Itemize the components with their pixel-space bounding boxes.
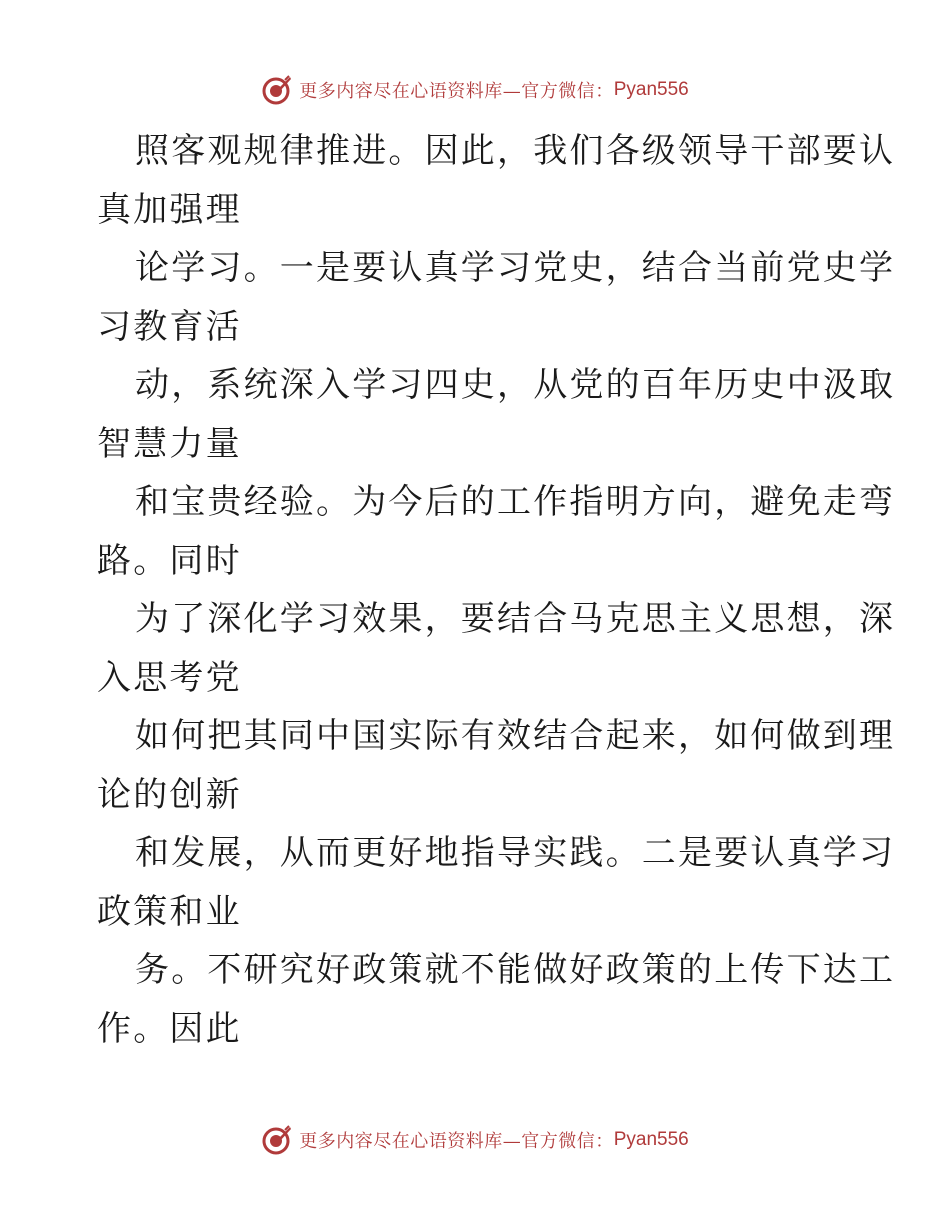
paragraph-line: 如何把其同中国实际有效结合起来，如何做到理 (135, 716, 896, 756)
paragraph-line: 路。同时 (97, 540, 242, 581)
paragraph (97, 356, 896, 473)
paragraph (97, 941, 896, 1058)
paragraph-line: 照客观规律推进。因此，我们各级领导干部要认 (135, 131, 896, 171)
paragraph (97, 824, 896, 941)
footer-watermark (0, 1120, 950, 1160)
document-body (97, 122, 896, 1058)
paragraph-line: 论学习。一是要认真学习党史，结合当前党史学 (135, 248, 896, 288)
paragraph-line: 作。因此 (97, 1008, 242, 1049)
paragraph-line: 入思考党 (97, 657, 242, 698)
header-watermark (0, 70, 950, 110)
paragraph (97, 707, 896, 824)
paragraph-line: 论的创新 (97, 774, 242, 815)
paragraph-line: 动，系统深入学习四史，从党的百年历史中汲取 (135, 365, 896, 405)
paragraph-line: 和宝贵经验。为今后的工作指明方向，避免走弯 (135, 482, 896, 522)
paragraph-line: 习教育活 (97, 306, 242, 347)
paragraph-line: 真加强理 (97, 189, 242, 230)
paragraph-line: 务。不研究好政策就不能做好政策的上传下达工 (135, 950, 896, 990)
quill-pen-seal-icon (261, 1124, 293, 1156)
watermark-handle: Pyan556 (613, 1129, 689, 1150)
paragraph-line: 智慧力量 (97, 423, 242, 464)
paragraph (97, 590, 896, 707)
watermark-text: 更多内容尽在心语资料库—官方微信： (299, 1131, 614, 1152)
paragraph-line: 政策和业 (97, 891, 242, 932)
watermark-handle: Pyan556 (613, 79, 689, 100)
paragraph-line: 和发展，从而更好地指导实践。二是要认真学习 (135, 833, 896, 873)
watermark-text: 更多内容尽在心语资料库—官方微信： (299, 81, 614, 102)
quill-pen-seal-icon (261, 74, 293, 106)
paragraph-line: 为了深化学习效果，要结合马克思主义思想，深 (135, 599, 896, 639)
paragraph (97, 239, 896, 356)
paragraph (97, 473, 896, 590)
paragraph (97, 122, 896, 239)
